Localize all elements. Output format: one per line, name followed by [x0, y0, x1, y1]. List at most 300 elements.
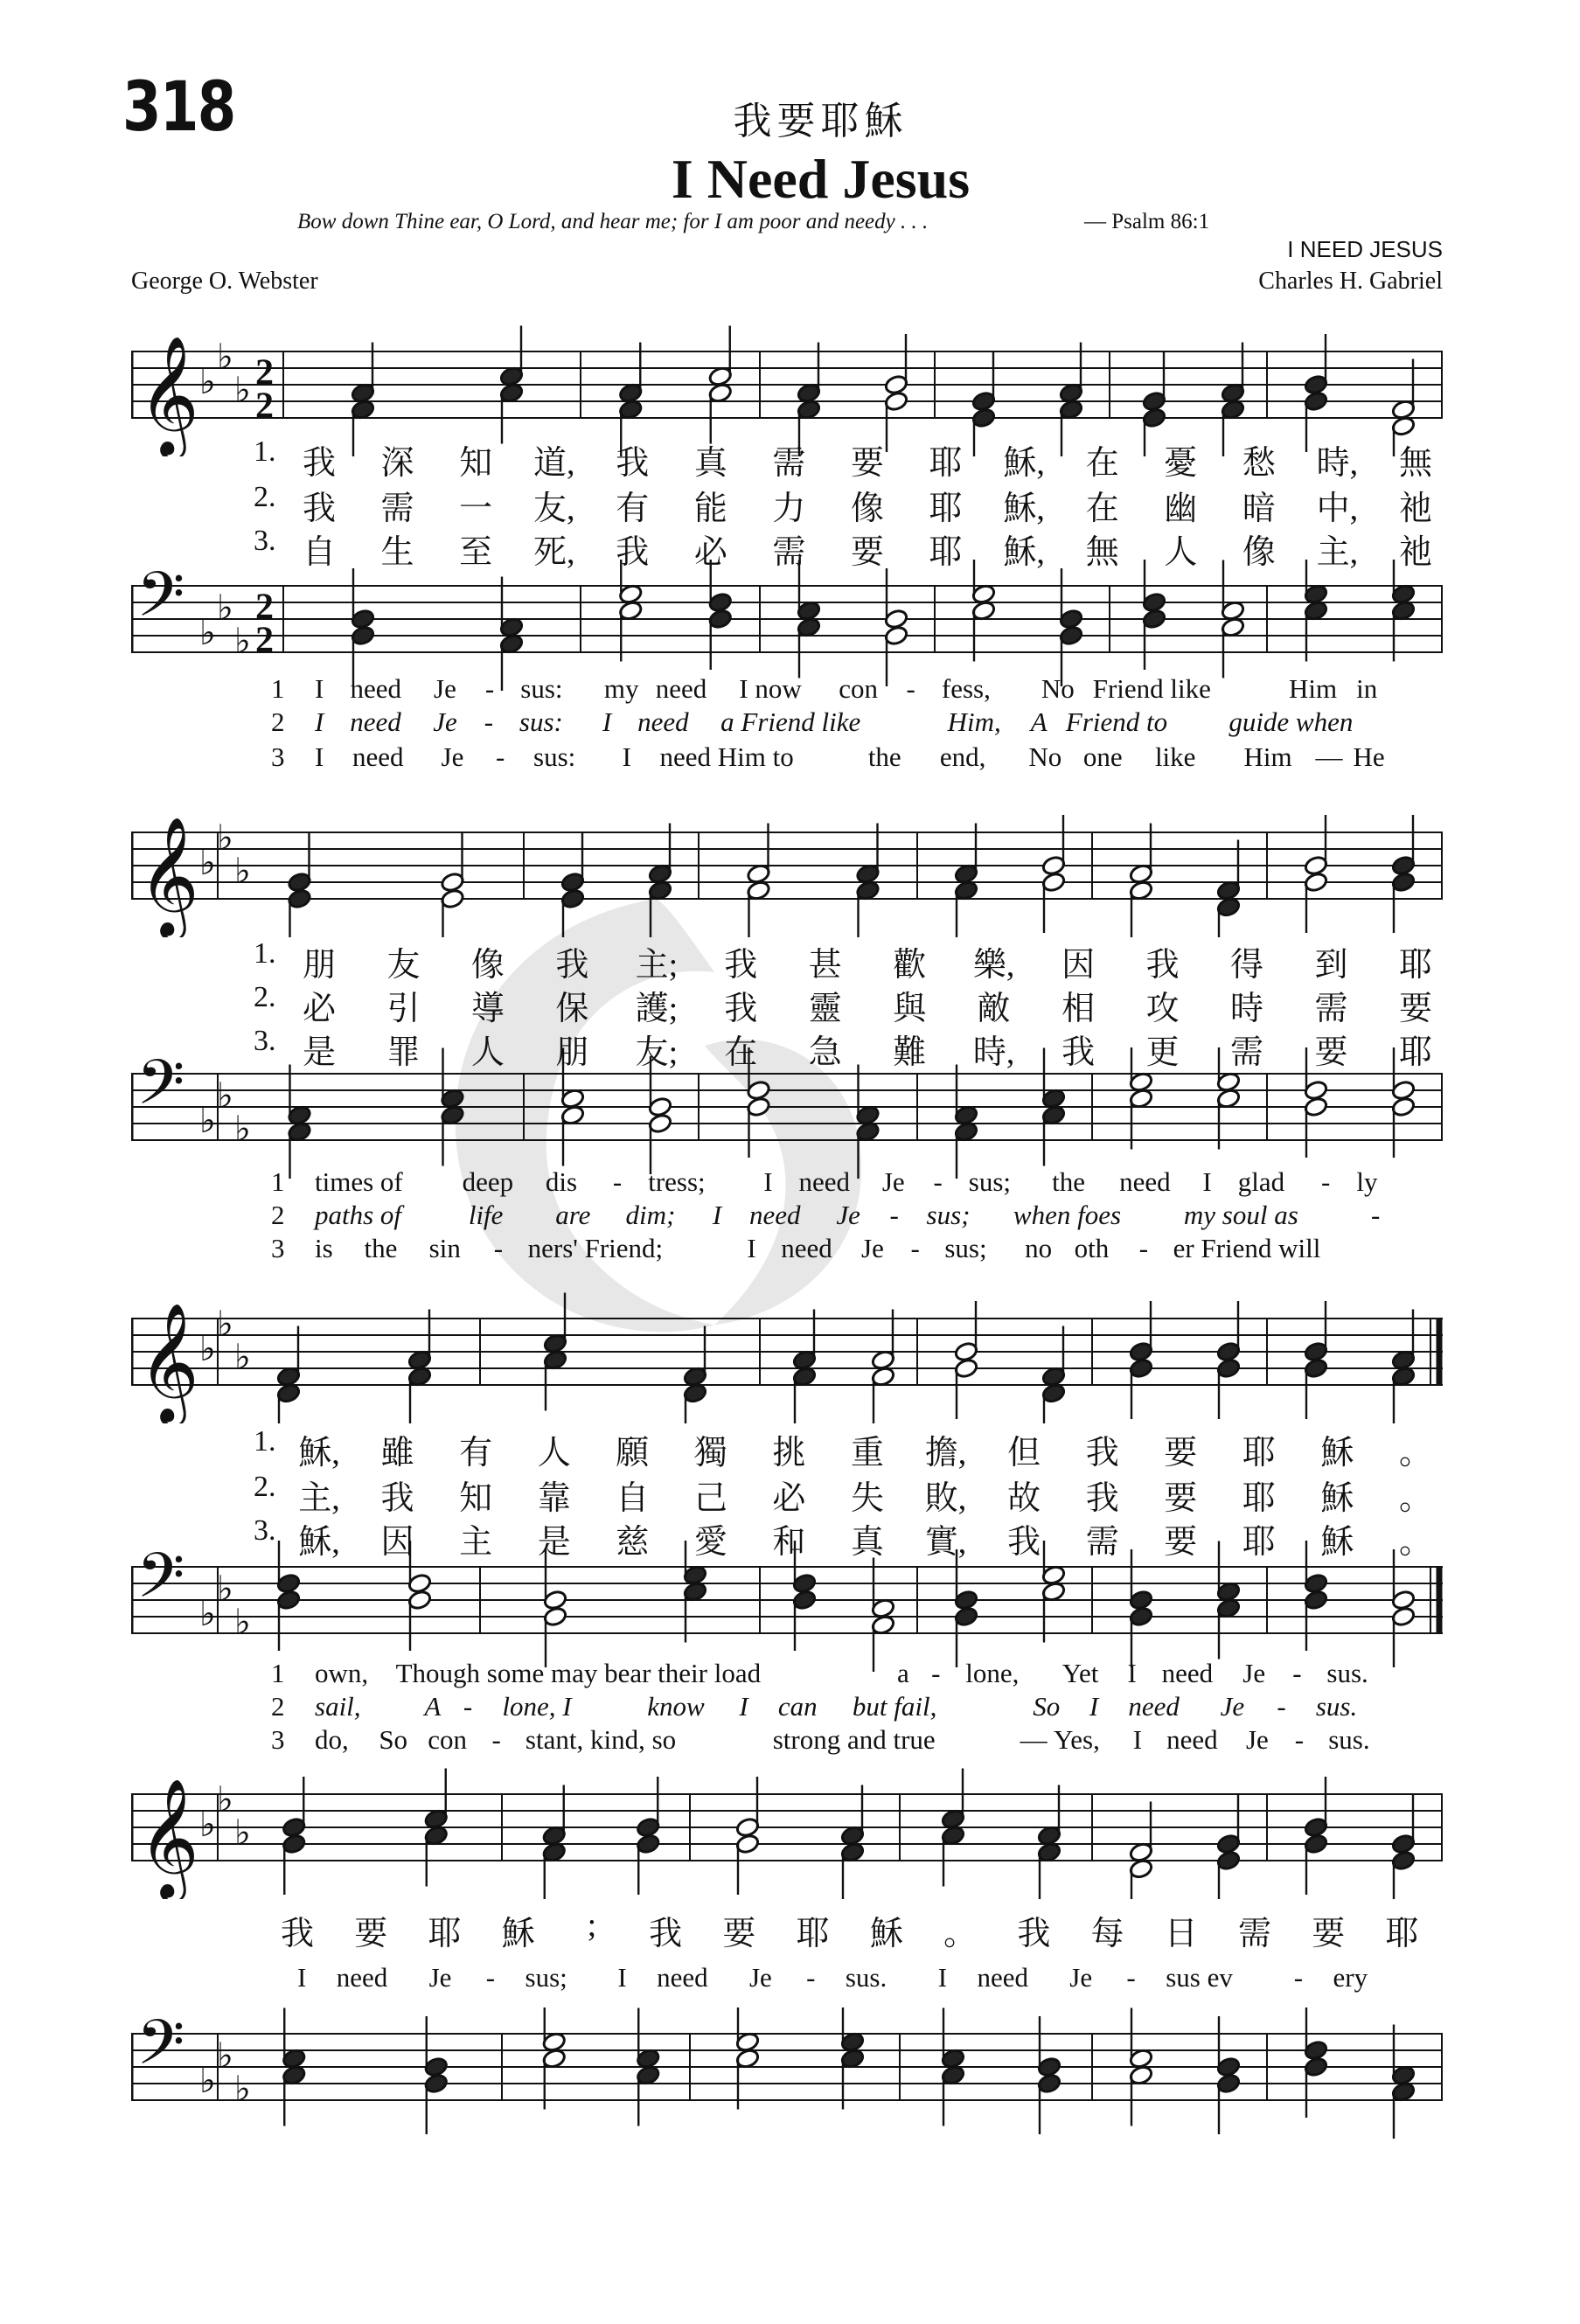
lyric-syllable: 自	[302, 534, 337, 571]
lyric-syllable: 我	[1145, 947, 1180, 984]
lyric-syllable: 我	[280, 1916, 315, 1952]
lyric-syllable: 和	[772, 1524, 806, 1561]
lyric-syllable: sus:	[520, 673, 563, 704]
lyric-syllable: 時,	[972, 1034, 1015, 1071]
lyric-syllable: Je	[428, 1962, 452, 1993]
lyric-syllable: -	[889, 1200, 899, 1230]
lyric-syllable: 有	[616, 491, 650, 527]
lyric-syllable: He	[1353, 741, 1385, 772]
lyric-syllable: Je	[434, 673, 456, 704]
lyric-syllable: 需	[1238, 1916, 1272, 1952]
lyric-syllable: Je	[1242, 1658, 1266, 1688]
lyric-syllable: lone, I	[502, 1691, 572, 1722]
lyric-syllable: 穌	[1320, 1480, 1354, 1517]
lyric-syllable: -	[933, 1166, 943, 1197]
lyric-syllable: I	[315, 706, 324, 737]
lyric-syllable: need	[1119, 1166, 1171, 1197]
lyric-syllable: sus;	[968, 1166, 1012, 1197]
lyric-syllable: sus.	[845, 1962, 887, 1993]
lyric-syllable: Je	[881, 1166, 905, 1197]
lyric-syllable: 我	[302, 491, 337, 527]
lyric-syllable: my	[603, 673, 639, 704]
lyric-syllable: 要	[354, 1916, 388, 1952]
lyric-syllable: paths of	[315, 1200, 402, 1230]
lyric-syllable: -	[493, 1233, 504, 1263]
treble-clef-icon: 𝄞	[138, 1777, 199, 1897]
lyric-syllable: no	[1025, 1233, 1053, 1263]
lyric-syllable: I	[602, 706, 612, 737]
lyric-syllable: own,	[315, 1658, 369, 1688]
lyric-syllable: 急	[808, 1034, 842, 1071]
verse-number: 1	[271, 1658, 285, 1688]
lyric-syllable: 因	[380, 1524, 414, 1561]
lyric-syllable: 故	[1007, 1480, 1041, 1517]
lyric-syllable: sus ev	[1166, 1962, 1233, 1993]
lyric-syllable: dis	[545, 1166, 578, 1197]
lyric-syllable: 穌	[1320, 1435, 1354, 1472]
bass-staff	[131, 1047, 1443, 1179]
lyric-syllable: 耶	[1242, 1480, 1276, 1517]
lyric-syllable: I	[617, 1962, 627, 1993]
lyric-syllable: sus;	[525, 1962, 567, 1993]
verse-number: 3	[271, 1724, 285, 1755]
lyric-syllable: 我	[616, 445, 650, 482]
treble-clef-icon: 𝄞	[138, 1301, 199, 1422]
lyric-syllable: ;	[587, 1907, 597, 1944]
lyric-syllable: 有	[459, 1435, 493, 1472]
flat-icon: ♭	[234, 2069, 251, 2110]
lyricist: George O. Webster	[131, 268, 318, 295]
lyric-syllable: lone,	[965, 1658, 1020, 1688]
hymn-title-chinese: 我要耶穌	[733, 100, 908, 143]
lyric-syllable: 我	[1085, 1480, 1119, 1517]
lyric-syllable: 但	[1007, 1435, 1041, 1472]
lyric-syllable: Friend to	[1065, 706, 1168, 737]
lyric-syllable: No	[1041, 673, 1075, 704]
lyric-syllable: 友,	[532, 491, 575, 527]
lyric-syllable: 引	[386, 991, 421, 1027]
lyric-syllable: 得	[1230, 947, 1264, 984]
lyric-syllable: 生	[380, 534, 414, 571]
verse-number: 3	[271, 1233, 285, 1263]
lyric-syllable: 難	[893, 1034, 927, 1071]
lyric-syllable: 需	[772, 534, 806, 571]
lyric-syllable: the	[364, 1233, 398, 1263]
lyric-syllable: 我	[1017, 1916, 1051, 1952]
lyric-syllable: 耶	[1398, 1034, 1433, 1071]
lyric-syllable: strong and true	[772, 1724, 936, 1755]
lyric-syllable: sin	[428, 1233, 461, 1263]
lyric-syllable: -	[931, 1658, 941, 1688]
lyric-syllable: 能	[693, 491, 727, 527]
hymn-title: I Need Jesus	[671, 148, 971, 210]
flat-icon: ♭	[234, 851, 251, 892]
lyric-syllable: I	[1089, 1691, 1099, 1722]
lyric-syllable: dim;	[625, 1200, 676, 1230]
lyric-syllable: 靠	[537, 1480, 571, 1517]
verse-number: 3	[271, 741, 285, 772]
verse-number: 3.	[254, 525, 276, 557]
lyric-syllable: sus:	[519, 706, 563, 737]
lyric-syllable: I	[937, 1962, 948, 1993]
lyric-syllable: stant, kind, so	[525, 1724, 677, 1755]
lyric-syllable: 重	[850, 1435, 885, 1472]
lyric-syllable: Him	[1288, 673, 1338, 704]
lyric-syllable: 真	[850, 1524, 885, 1561]
lyric-syllable: 像	[1242, 534, 1276, 571]
lyric-syllable: 穌	[869, 1916, 903, 1952]
lyric-syllable: 失	[850, 1480, 885, 1517]
lyric-syllable: 我	[724, 991, 758, 1027]
lyric-syllable: glad	[1237, 1166, 1285, 1197]
english-lyrics	[131, 1962, 1443, 2000]
lyric-syllable: 實,	[924, 1524, 967, 1561]
lyric-syllable: I	[1202, 1166, 1212, 1197]
lyric-syllable: 要	[1164, 1480, 1198, 1517]
staff-lines	[131, 2034, 1443, 2100]
lyric-syllable: Je	[861, 1233, 884, 1263]
verse-number: 2.	[254, 981, 276, 1013]
lyric-syllable: 耶	[1242, 1435, 1276, 1472]
lyric-syllable: con	[839, 673, 879, 704]
verse-number: 1.	[254, 1425, 276, 1458]
lyric-syllable: 知	[459, 1480, 493, 1517]
lyric-syllable: need	[637, 706, 689, 737]
lyric-syllable: 穌	[1320, 1524, 1354, 1561]
lyric-syllable: 穌,	[1003, 491, 1045, 527]
flat-icon: ♭	[217, 2035, 233, 2077]
lyric-syllable: 知	[459, 445, 493, 482]
lyric-syllable: 耶	[929, 491, 963, 527]
flat-icon: ♭	[234, 621, 251, 662]
flat-icon: ♭	[199, 1594, 216, 1634]
lyric-syllable: I	[712, 1200, 722, 1230]
verse-number: 1	[271, 673, 285, 704]
flat-icon: ♭	[199, 2061, 216, 2101]
lyric-syllable: Yet	[1061, 1658, 1099, 1688]
lyric-syllable: 穌,	[1003, 445, 1045, 482]
lyric-syllable: oth	[1074, 1233, 1110, 1263]
verse-number: 2.	[254, 1471, 276, 1503]
staff-lines	[131, 586, 1443, 652]
lyric-syllable: 時	[1230, 991, 1264, 1027]
lyric-syllable: 自	[616, 1480, 650, 1517]
lyric-syllable: 。	[1398, 1524, 1433, 1561]
lyric-syllable: 敵	[977, 991, 1011, 1027]
lyric-syllable: —	[1315, 741, 1343, 772]
lyric-syllable: -	[1126, 1962, 1136, 1993]
lyric-syllable: 愛	[693, 1524, 727, 1561]
lyric-syllable: I now	[739, 673, 802, 704]
lyric-syllable: sus:	[533, 741, 576, 772]
flat-icon: ♭	[234, 1337, 251, 1378]
lyric-syllable: 罪	[386, 1034, 421, 1071]
lyric-syllable: I	[747, 1233, 756, 1263]
lyric-syllable: 人	[1164, 534, 1198, 571]
lyric-syllable: 是	[537, 1524, 571, 1561]
lyric-syllable: do,	[315, 1724, 349, 1755]
staff-lines	[131, 351, 1443, 418]
lyric-syllable: -	[491, 1724, 501, 1755]
verse-number: 2	[271, 1200, 285, 1230]
lyric-syllable: Je	[836, 1200, 860, 1230]
lyric-syllable: -	[485, 1962, 496, 1993]
lyric-syllable: guide when	[1229, 706, 1354, 737]
lyric-syllable: 挑	[772, 1435, 806, 1472]
lyric-syllable: 是	[302, 1034, 337, 1071]
lyric-syllable: 要	[1164, 1435, 1198, 1472]
lyric-syllable: need	[350, 706, 401, 737]
lyric-syllable: 主	[459, 1524, 493, 1561]
lyric-syllable: the	[867, 741, 901, 772]
chinese-lyrics	[131, 435, 1443, 482]
verse-number: 2	[271, 1691, 285, 1722]
lyric-syllable: 在	[724, 1034, 758, 1071]
lyric-syllable: -	[1138, 1233, 1149, 1263]
lyric-syllable: 朋	[555, 1034, 589, 1071]
lyric-syllable: 穌,	[298, 1524, 340, 1561]
lyric-syllable: 己	[693, 1480, 727, 1517]
lyric-syllable: are	[555, 1200, 591, 1230]
lyric-syllable: sus.	[1328, 1724, 1370, 1755]
time-signature-digit: 2	[255, 352, 274, 393]
lyric-syllable: 獨	[693, 1435, 727, 1472]
lyric-syllable: A	[1030, 706, 1048, 737]
treble-staff	[131, 1768, 1443, 1899]
lyric-syllable: 我	[380, 1480, 414, 1517]
flat-icon: ♭	[234, 1602, 251, 1643]
lyric-syllable: -	[612, 1166, 623, 1197]
lyric-syllable: ery	[1333, 1962, 1368, 1993]
lyric-syllable: 耶	[929, 534, 963, 571]
lyric-syllable: 必	[772, 1480, 806, 1517]
verse-number: 1	[271, 1166, 285, 1197]
treble-staff	[131, 1292, 1443, 1423]
lyric-syllable: 死,	[532, 534, 575, 571]
lyric-syllable: like	[1154, 741, 1196, 772]
lyric-syllable: 耶	[1242, 1524, 1276, 1561]
lyric-syllable: the	[1052, 1166, 1085, 1197]
lyric-syllable: 穌,	[1003, 534, 1045, 571]
lyric-syllable: sail,	[315, 1691, 361, 1722]
lyric-syllable: So	[379, 1724, 408, 1755]
lyric-syllable: 因	[1061, 947, 1096, 984]
lyric-syllable: 耶	[929, 445, 963, 482]
lyric-syllable: deep	[462, 1166, 514, 1197]
lyric-syllable: 我	[616, 534, 650, 571]
lyric-syllable: 無	[1085, 534, 1119, 571]
lyric-syllable: fess,	[941, 673, 991, 704]
lyric-syllable: -	[910, 1233, 920, 1263]
lyric-syllable: 時,	[1316, 445, 1359, 482]
staff-lines	[131, 1074, 1443, 1140]
lyric-syllable: 像	[850, 491, 885, 527]
lyric-syllable: 日	[1164, 1916, 1198, 1952]
lyric-syllable: sus.	[1326, 1658, 1368, 1688]
lyric-syllable: ly	[1356, 1166, 1378, 1197]
lyric-syllable: I	[297, 1962, 307, 1993]
lyric-syllable: 友;	[635, 1034, 679, 1071]
lyric-syllable: -	[906, 673, 915, 704]
flat-icon: ♭	[199, 1329, 216, 1369]
lyric-syllable: A	[424, 1691, 442, 1722]
lyric-syllable: Friend like	[1092, 673, 1211, 704]
lyric-syllable: 像	[470, 947, 505, 984]
lyric-syllable: need	[977, 1962, 1028, 1993]
lyric-syllable: end,	[939, 741, 986, 772]
treble-clef-icon: 𝄞	[138, 815, 199, 936]
flat-icon: ♭	[234, 370, 251, 411]
lyric-syllable: 雖	[380, 1435, 414, 1472]
flat-icon: ♭	[217, 1569, 233, 1610]
flat-icon: ♭	[234, 1813, 251, 1854]
lyric-syllable: 到	[1314, 947, 1348, 984]
lyric-syllable: 耶	[1385, 1916, 1419, 1952]
lyric-syllable: 需	[772, 445, 806, 482]
flat-icon: ♭	[217, 588, 233, 629]
verse-number: 1.	[254, 937, 276, 970]
flat-icon: ♭	[217, 337, 233, 378]
lyric-syllable: 必	[693, 534, 727, 571]
lyric-syllable: need	[351, 741, 404, 772]
lyric-syllable: 相	[1061, 991, 1096, 1027]
lyric-syllable: 祂	[1398, 534, 1433, 571]
lyric-syllable: 耶	[1398, 947, 1433, 984]
lyric-syllable: Though some may bear their load	[395, 1658, 762, 1688]
chinese-lyrics	[131, 525, 1443, 571]
lyric-syllable: 我	[1085, 1435, 1119, 1472]
lyric-syllable: 一	[459, 491, 493, 527]
lyric-syllable: 護;	[635, 991, 679, 1027]
lyric-syllable: Je	[441, 741, 464, 772]
lyric-syllable: Him,	[947, 706, 1001, 737]
english-lyrics	[131, 1724, 1443, 1763]
lyric-syllable: 要	[850, 534, 885, 571]
lyric-syllable: 真	[693, 445, 727, 482]
lyric-syllable: -	[463, 1691, 473, 1722]
lyric-syllable: 需	[1085, 1524, 1119, 1561]
lyric-syllable: -	[1321, 1166, 1331, 1197]
english-lyrics	[131, 1233, 1443, 1271]
flat-icon: ♭	[217, 1075, 233, 1117]
lyric-syllable: Je	[433, 706, 457, 737]
bass-clef-icon: 𝄢	[136, 1047, 185, 1134]
lyric-syllable: 我	[724, 947, 758, 984]
flat-icon: ♭	[199, 613, 216, 653]
lyric-syllable: 甚	[808, 947, 842, 984]
lyric-syllable: in	[1356, 673, 1378, 704]
lyric-syllable: 主,	[1316, 534, 1359, 571]
lyric-syllable: Yes,	[1053, 1724, 1100, 1755]
lyric-syllable: 無	[1398, 445, 1433, 482]
lyric-syllable: 敗,	[924, 1480, 967, 1517]
scripture-epigraph: Bow down Thine ear, O Lord, and hear me; for I am poor and needy . . .	[297, 210, 929, 233]
time-signature-digit: 2	[255, 620, 274, 661]
lyric-syllable: is	[315, 1233, 333, 1263]
lyric-syllable: know	[647, 1691, 705, 1722]
lyric-syllable: 人	[537, 1435, 571, 1472]
lyric-syllable: 力	[772, 491, 806, 527]
english-lyrics	[131, 741, 1443, 780]
lyric-syllable: 中,	[1316, 491, 1359, 527]
lyric-syllable: -	[484, 673, 495, 704]
bass-clef-icon: 𝄢	[136, 2007, 185, 2094]
flat-icon: ♭	[199, 362, 216, 402]
lyric-syllable: 暗	[1242, 491, 1276, 527]
lyric-syllable: life	[468, 1200, 504, 1230]
lyric-syllable: times of	[315, 1166, 403, 1197]
lyric-syllable: 朋	[302, 947, 337, 984]
lyric-syllable: -	[806, 1962, 816, 1993]
lyric-syllable: ners' Friend;	[527, 1233, 664, 1263]
lyric-syllable: Je	[1069, 1962, 1093, 1993]
lyric-syllable: 在	[1085, 491, 1119, 527]
lyric-syllable: 。	[1398, 1435, 1433, 1472]
lyric-syllable: 樂,	[972, 947, 1015, 984]
flat-icon: ♭	[217, 1304, 233, 1345]
lyric-syllable: -	[1294, 1724, 1305, 1755]
lyric-syllable: 我	[649, 1916, 683, 1952]
lyric-syllable: 。	[943, 1916, 978, 1952]
scripture-reference: — Psalm 86:1	[1084, 210, 1210, 233]
lyric-syllable: 慈	[616, 1524, 650, 1561]
hymn-number: 318	[122, 68, 235, 147]
lyric-syllable: 至	[459, 534, 493, 571]
lyric-syllable: I	[315, 673, 324, 704]
verse-number: 3.	[254, 1514, 276, 1547]
chinese-lyrics	[131, 1471, 1443, 1517]
lyric-syllable: need	[1166, 1724, 1218, 1755]
lyric-syllable: 必	[302, 991, 337, 1027]
lyric-syllable: er Friend will	[1173, 1233, 1321, 1263]
lyric-syllable: Je	[1245, 1724, 1269, 1755]
flat-icon: ♭	[217, 1779, 233, 1820]
lyric-syllable: con	[428, 1724, 467, 1755]
lyric-syllable: —	[1020, 1724, 1048, 1755]
staff-lines	[131, 1794, 1443, 1861]
lyric-syllable: I	[1127, 1658, 1137, 1688]
lyric-syllable: I	[739, 1691, 748, 1722]
lyric-syllable: 友	[386, 947, 421, 984]
bass-staff	[131, 2007, 1443, 2139]
lyric-syllable: need	[781, 1233, 832, 1263]
lyric-syllable: 保	[555, 991, 589, 1027]
lyric-syllable: need	[1128, 1691, 1180, 1722]
lyric-syllable: 導	[470, 991, 505, 1027]
lyric-syllable: Je	[748, 1962, 772, 1993]
lyric-syllable: sus;	[926, 1200, 971, 1230]
verse-number: 1.	[254, 435, 276, 468]
lyric-syllable: 人	[470, 1034, 505, 1071]
staff-lines	[131, 1319, 1443, 1385]
time-signature-digit: 2	[255, 587, 274, 628]
lyric-syllable: 要	[1312, 1916, 1346, 1952]
lyric-syllable: -	[1277, 1691, 1286, 1722]
lyric-syllable: 要	[1164, 1524, 1198, 1561]
tune-name: I NEED JESUS	[1287, 236, 1443, 262]
lyric-syllable: need	[657, 1962, 708, 1993]
lyric-syllable: 需	[1314, 991, 1348, 1027]
lyric-syllable: 。	[1398, 1480, 1433, 1517]
lyric-syllable: 更	[1145, 1034, 1180, 1071]
lyric-syllable: So	[1033, 1691, 1061, 1722]
lyric-syllable: need	[336, 1962, 388, 1993]
lyric-syllable: 歡	[893, 947, 927, 984]
chinese-lyrics	[131, 481, 1443, 527]
lyric-syllable: 擔,	[924, 1435, 967, 1472]
flat-icon: ♭	[199, 1101, 216, 1141]
english-lyrics	[131, 706, 1443, 745]
